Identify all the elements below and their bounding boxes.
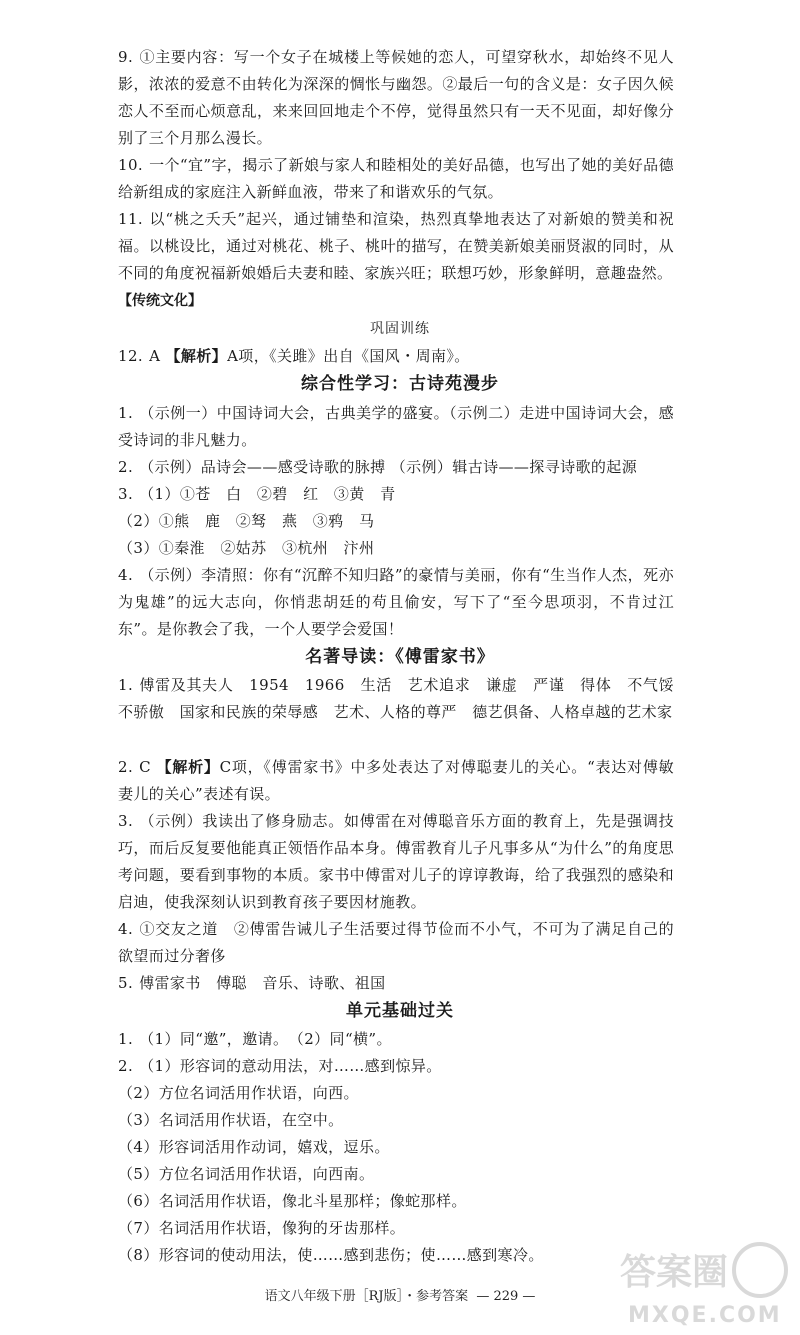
- page-number: — 229 —: [476, 1289, 536, 1304]
- unit-answer-2-7: （7）名词活用作状语，像狗的牙齿那样。: [118, 1219, 406, 1237]
- classic-answer-3: 3. （示例）我读出了修身励志。如傅雷在对傅聪音乐方面的教育上，先是强调技巧，而后反复要他能真正领悟作品本身。傅雷教育儿子凡事多从“为什么”的角度思考问题，要看到事物的本质。家书中傅雷对儿子的谆谆教诲，给了我强烈的感染和启迪，使我深刻认识到教育孩子要因材施教。: [118, 812, 674, 911]
- unit-answer-2-1: 2. （1）形容词的意动用法，对……感到惊异。: [118, 1057, 442, 1075]
- comprehensive-answer-4: 4. （示例）李清照：你有“沉醉不知归路”的豪情与美丽，你有“生当作人杰，死亦为鬼雄”的远大志向，你悄悲胡廷的苟且偷安，写下了“至今思项羽，不肯过江东”。是你教会了我，一个人要学会爱国！: [118, 566, 674, 638]
- section-heading-comprehensive-learning: 综合性学习：古诗苑漫步: [301, 374, 499, 394]
- comprehensive-answer-3-1: 3. （1）①苍 白 ②碧 红 ③黄 青: [118, 485, 396, 503]
- comprehensive-answer-1: 1. （示例一）中国诗词大会，古典美学的盛宴。（示例二）走进中国诗词大会，感受诗词的非凡魅力。: [118, 404, 674, 449]
- watermark-circle: [734, 1244, 786, 1296]
- unit-answer-2-6: （6）名词活用作状语，像北斗星那样；像蛇那样。: [118, 1192, 467, 1210]
- classic-answer-1: 1. 傅雷及其夫人 1954 1966 生活 艺术追求 谦虚 严谨 得体 不气馁 不骄傲 国家和民族的荣辱感 艺术、人格的尊严 德艺俱备、人格卓越的艺术家: [118, 676, 690, 721]
- watermark-text: 答案圈: [620, 1252, 729, 1293]
- unit-answer-2-3: （3）名词活用作状语，在空中。: [118, 1111, 344, 1129]
- classic-answer-4: 4. ①交友之道 ②傅雷告诫儿子生活要过得节俭而不小气，不可为了满足自己的欲望而过分奢侈: [118, 920, 674, 965]
- comprehensive-answer-2: 2. （示例）品诗会——感受诗歌的脉搏 （示例）辑古诗——探寻诗歌的起源: [118, 458, 638, 476]
- section-heading-classic-reading: 名著导读：《傅雷家书》: [305, 647, 495, 667]
- unit-answer-1: 1. （1）同“邀”，邀请。 （2）同“横”。: [118, 1030, 392, 1048]
- comprehensive-answer-3-2: （2）①熊 鹿 ②驽 燕 ③鸦 马: [118, 512, 375, 530]
- unit-answer-2-2: （2）方位名词活用作状语，向西。: [118, 1084, 359, 1102]
- unit-answer-2-4: （4）形容词活用作动词，嬉戏，逗乐。: [118, 1138, 390, 1156]
- answer-9: 9. ①主要内容：写一个女子在城楼上等候她的恋人，可望穿秋水，却始终不见人影，浓浓的爱意不由转化为深深的惆怅与幽怨。②最后一句的含义是：女子因久候恋人不至而心烦意乱，来来回回地走个不停，觉得虽然只有一天不见面，却好像分别了三个月那么漫长。: [118, 48, 674, 147]
- comprehensive-answer-3-3: （3）①秦淮 ②姑苏 ③杭州 汴州: [118, 539, 375, 557]
- footer-book-title: 语文八年级下册［RJ版］・参考答案: [264, 1289, 469, 1304]
- answer-11: 11. 以“桃之夭夭”起兴，通过铺垫和渲染，热烈真挚地表达了对新娘的赞美和祝福。以桃设比，通过对桃花、桃子、桃叶的描写，在赞美新娘美丽贤淑的同时，从不同的角度祝福新娘婚后夫妻和睦、家族兴旺；联想巧妙，形象鲜明，意趣盎然。: [118, 210, 674, 282]
- classic-answer-5: 5. 傅雷家书 傅聪 音乐、诗歌、祖国: [118, 974, 386, 992]
- watermark-logo: [610, 1232, 790, 1332]
- watermark-url: MXQE.COM: [628, 1303, 782, 1328]
- answer-12: 12. A 【解析】A项，《关雎》出自《国风・周南》。: [118, 347, 470, 365]
- subsection-consolidation: 巩固训练: [370, 321, 430, 337]
- classic-answer-2: 2. C 【解析】C项，《傅雷家书》中多处表达了对傅聪妻儿的关心。“表达对傅敏妻儿的关心”表述有误。: [118, 758, 674, 803]
- unit-answer-2-5: （5）方位名词活用作状语，向西南。: [118, 1165, 375, 1183]
- section-heading-unit-review: 单元基础过关: [346, 1001, 454, 1021]
- unit-answer-2-8: （8）形容词的使动用法，使……感到悲伤；使……感到寒冷。: [118, 1246, 544, 1264]
- section-tag-traditional-culture: 【传统文化】: [118, 293, 202, 309]
- answer-10: 10. 一个“宜”字，揭示了新娘与家人和睦相处的美好品德，也写出了她的美好品德给新组成的家庭注入新鲜血液，带来了和谐欢乐的气氛。: [118, 156, 674, 201]
